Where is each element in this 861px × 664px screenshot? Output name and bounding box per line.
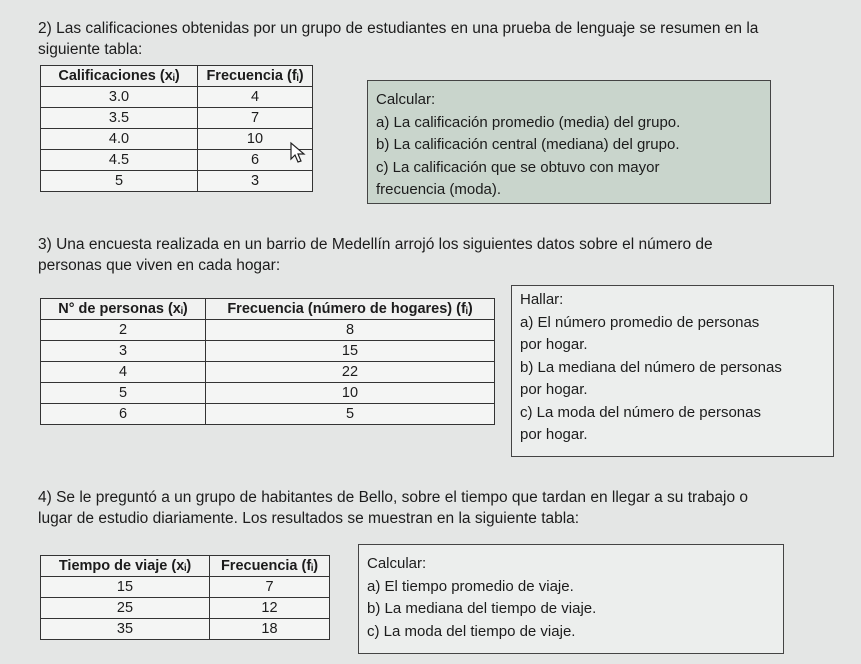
table-row <box>41 150 313 171</box>
table-row <box>41 404 495 425</box>
table-cell: 3.0 <box>41 87 198 108</box>
column-header: Frecuencia (fᵢ) <box>210 556 330 577</box>
q2-table <box>40 65 313 192</box>
table-cell: 3 <box>41 341 206 362</box>
task-line: por hogar. <box>520 336 588 353</box>
task-line: Calcular: <box>376 91 436 108</box>
column-header: Frecuencia (número de hogares) (fᵢ) <box>206 299 495 320</box>
table-row <box>41 577 330 598</box>
task-line: b) La mediana del tiempo de viaje. <box>367 600 597 617</box>
q4-table <box>40 555 330 640</box>
table-cell: 6 <box>198 150 313 171</box>
task-line: c) La moda del número de personas <box>520 403 761 421</box>
task-line: a) El tiempo promedio de viaje. <box>367 577 574 595</box>
table-header-row <box>41 556 330 577</box>
column-header: Frecuencia (fᵢ) <box>198 66 313 87</box>
mouse-cursor-icon <box>289 141 315 165</box>
table-row <box>41 383 495 404</box>
table-cell: 4 <box>41 362 206 383</box>
table-cell: 10 <box>198 129 313 150</box>
table-cell: 12 <box>210 598 330 619</box>
table-cell: 4.5 <box>41 150 198 171</box>
table-cell: 4 <box>198 87 313 108</box>
table-row <box>41 598 330 619</box>
table-cell: 2 <box>41 320 206 341</box>
task-line: c) La moda del tiempo de viaje. <box>367 622 576 640</box>
table-cell: 6 <box>41 404 206 425</box>
table-cell: 15 <box>41 577 210 598</box>
table-row <box>41 87 313 108</box>
column-header: Tiempo de viaje (xᵢ) <box>41 556 210 577</box>
task-line: por hogar. <box>520 426 588 443</box>
q4-statement-line2: lugar de estudio diariamente. Los resultados se muestran en la siguiente tabla: <box>38 510 580 527</box>
table-cell: 5 <box>41 171 198 192</box>
column-header: N° de personas (xᵢ) <box>41 299 206 320</box>
table-cell: 4.0 <box>41 129 198 150</box>
table-cell: 7 <box>210 577 330 598</box>
table-cell: 8 <box>206 320 495 341</box>
table-row <box>41 171 313 192</box>
table-row <box>41 320 495 341</box>
table-row <box>41 362 495 383</box>
table-cell: 10 <box>206 383 495 404</box>
table-cell: 25 <box>41 598 210 619</box>
task-line: por hogar. <box>520 381 588 398</box>
table-row <box>41 619 330 640</box>
task-line: Calcular: <box>367 555 427 572</box>
task-line: b) La calificación central (mediana) del grupo. <box>376 136 680 153</box>
table-cell: 3.5 <box>41 108 198 129</box>
task-line: c) La calificación que se obtuvo con mayor <box>376 158 660 176</box>
q3-table <box>40 298 495 425</box>
table-header-row <box>41 66 313 87</box>
task-line: frecuencia (moda). <box>376 181 502 198</box>
table-cell: 22 <box>206 362 495 383</box>
table-row <box>41 108 313 129</box>
q3-statement-line1: 3) Una encuesta realizada en un barrio de Medellín arrojó los siguientes datos sobre el número de <box>38 236 713 253</box>
table-cell: 35 <box>41 619 210 640</box>
q3-task-box <box>511 285 834 457</box>
task-line: Hallar: <box>520 291 564 308</box>
task-line: a) El número promedio de personas <box>520 313 760 331</box>
q3-statement-line2: personas que viven en cada hogar: <box>38 257 281 274</box>
q4-task-box <box>358 544 784 654</box>
table-row <box>41 129 313 150</box>
table-cell: 3 <box>198 171 313 192</box>
table-header-row <box>41 299 495 320</box>
table-cell: 18 <box>210 619 330 640</box>
table-cell: 15 <box>206 341 495 362</box>
q2-task-box <box>367 80 771 204</box>
q4-statement-line1: 4) Se le preguntó a un grupo de habitantes de Bello, sobre el tiempo que tardan en llegar a su trabajo o <box>38 489 749 506</box>
task-line: a) La calificación promedio (media) del grupo. <box>376 113 681 131</box>
table-cell: 7 <box>198 108 313 129</box>
table-row <box>41 341 495 362</box>
q2-statement-line2: siguiente tabla: <box>38 41 143 58</box>
q2-statement-line1: 2) Las calificaciones obtenidas por un grupo de estudiantes en una prueba de lenguaje se resumen en la <box>38 20 759 37</box>
task-line: b) La mediana del número de personas <box>520 358 782 376</box>
column-header: Calificaciones (xᵢ) <box>41 66 198 87</box>
table-cell: 5 <box>41 383 206 404</box>
table-cell: 5 <box>206 404 495 425</box>
